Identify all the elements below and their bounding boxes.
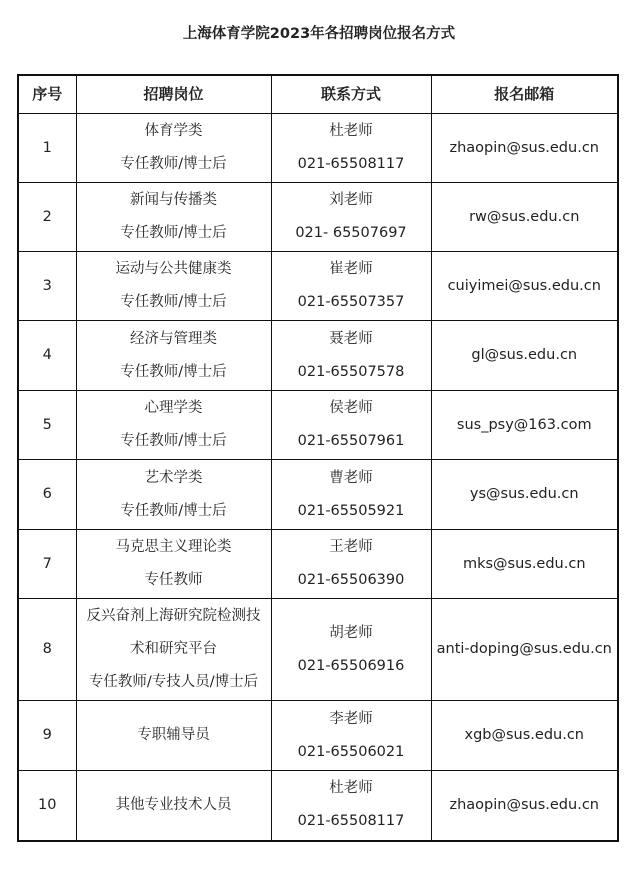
contact-cell — [271, 183, 431, 252]
email-cell[interactable]: gl@sus.edu.cn — [431, 321, 618, 391]
contact-cell — [271, 599, 431, 701]
contact-phone: 021-65507961 — [297, 433, 405, 449]
contact-phone: 021- 65507697 — [295, 225, 407, 241]
contact-phone: 021-65506390 — [297, 572, 405, 588]
contact-name: 崔老师 — [329, 261, 373, 277]
row-number: 9 — [18, 701, 76, 771]
contact-cell — [271, 252, 431, 321]
position-line: 专任教师/专技人员/博士后 — [88, 674, 259, 690]
email-cell[interactable]: cuiyimei@sus.edu.cn — [431, 252, 618, 321]
table-row — [18, 391, 618, 460]
position-cell — [76, 530, 271, 599]
contact-name: 杜老师 — [329, 123, 373, 139]
contact-name: 刘老师 — [329, 192, 373, 208]
row-number: 1 — [18, 114, 76, 183]
contact-phone: 021-65506916 — [297, 657, 405, 674]
position-cell — [76, 183, 271, 252]
email-cell[interactable]: ys@sus.edu.cn — [431, 460, 618, 530]
position-line: 新闻与传播类 — [130, 192, 217, 208]
position-line: 反兴奋剂上海研究院检测技 — [86, 608, 261, 624]
table-row — [18, 530, 618, 599]
email-cell[interactable]: anti-doping@sus.edu.cn — [431, 599, 618, 701]
position-cell — [76, 321, 271, 391]
position-cell — [76, 701, 271, 771]
contact-cell — [271, 530, 431, 599]
position-cell — [76, 114, 271, 183]
contact-phone: 021-65506021 — [297, 743, 405, 760]
row-number: 3 — [18, 252, 76, 321]
row-number: 7 — [18, 530, 76, 599]
position-line: 马克思主义理论类 — [115, 539, 232, 555]
contact-phone: 021-65508117 — [297, 813, 405, 830]
contact-cell — [271, 460, 431, 530]
recruitment-table — [17, 74, 619, 842]
table-row — [18, 114, 618, 183]
header-contact: 联系方式 — [271, 75, 431, 114]
position-line: 专任教师/博士后 — [120, 363, 227, 380]
contact-name: 王老师 — [329, 539, 373, 555]
contact-name: 李老师 — [329, 710, 373, 727]
email-cell[interactable]: sus_psy@163.com — [431, 391, 618, 460]
table-row — [18, 701, 618, 771]
position-line: 专职辅导员 — [137, 727, 210, 743]
contact-phone: 021-65508117 — [297, 156, 405, 172]
position-line: 专任教师/博士后 — [120, 294, 227, 310]
contact-name: 曹老师 — [329, 469, 373, 486]
position-line: 心理学类 — [144, 400, 203, 416]
row-number: 2 — [18, 183, 76, 252]
position-cell — [76, 460, 271, 530]
contact-name: 侯老师 — [329, 400, 373, 416]
page-title: 上海体育学院2023年各招聘岗位报名方式 — [182, 26, 456, 42]
row-number: 5 — [18, 391, 76, 460]
position-line: 专任教师/博士后 — [120, 433, 227, 449]
position-line: 体育学类 — [144, 123, 203, 139]
position-cell — [76, 771, 271, 841]
table-header-row — [18, 75, 618, 114]
email-cell[interactable]: rw@sus.edu.cn — [431, 183, 618, 252]
contact-cell — [271, 321, 431, 391]
table-row — [18, 771, 618, 841]
position-line: 经济与管理类 — [130, 330, 217, 347]
position-cell — [76, 599, 271, 701]
position-cell — [76, 391, 271, 460]
table-row — [18, 460, 618, 530]
position-line: 术和研究平台 — [130, 641, 217, 657]
contact-phone: 021-65507357 — [297, 294, 405, 310]
header-position: 招聘岗位 — [76, 75, 271, 114]
position-line: 艺术学类 — [144, 469, 203, 486]
email-cell[interactable]: xgb@sus.edu.cn — [431, 701, 618, 771]
table-row — [18, 321, 618, 391]
contact-name: 聂老师 — [329, 330, 373, 347]
row-number: 6 — [18, 460, 76, 530]
contact-cell — [271, 771, 431, 841]
contact-phone: 021-65505921 — [297, 502, 405, 519]
table-row — [18, 183, 618, 252]
email-cell[interactable]: zhaopin@sus.edu.cn — [431, 114, 618, 183]
position-cell — [76, 252, 271, 321]
table-row — [18, 252, 618, 321]
contact-phone: 021-65507578 — [297, 363, 405, 380]
email-cell[interactable]: mks@sus.edu.cn — [431, 530, 618, 599]
position-line: 运动与公共健康类 — [115, 261, 232, 277]
contact-name: 杜老师 — [329, 780, 373, 797]
position-line: 其他专业技术人员 — [115, 796, 232, 813]
row-number: 4 — [18, 321, 76, 391]
header-email: 报名邮箱 — [431, 75, 618, 114]
row-number: 10 — [18, 771, 76, 841]
contact-cell — [271, 391, 431, 460]
position-line: 专任教师/博士后 — [120, 156, 227, 172]
row-number: 8 — [18, 599, 76, 701]
position-line: 专任教师/博士后 — [120, 502, 227, 519]
position-line: 专任教师/博士后 — [120, 225, 227, 241]
header-number: 序号 — [18, 75, 76, 114]
contact-cell — [271, 114, 431, 183]
position-line: 专任教师 — [144, 572, 203, 588]
contact-name: 胡老师 — [329, 624, 373, 641]
email-cell[interactable]: zhaopin@sus.edu.cn — [431, 771, 618, 841]
table-row — [18, 599, 618, 701]
contact-cell — [271, 701, 431, 771]
